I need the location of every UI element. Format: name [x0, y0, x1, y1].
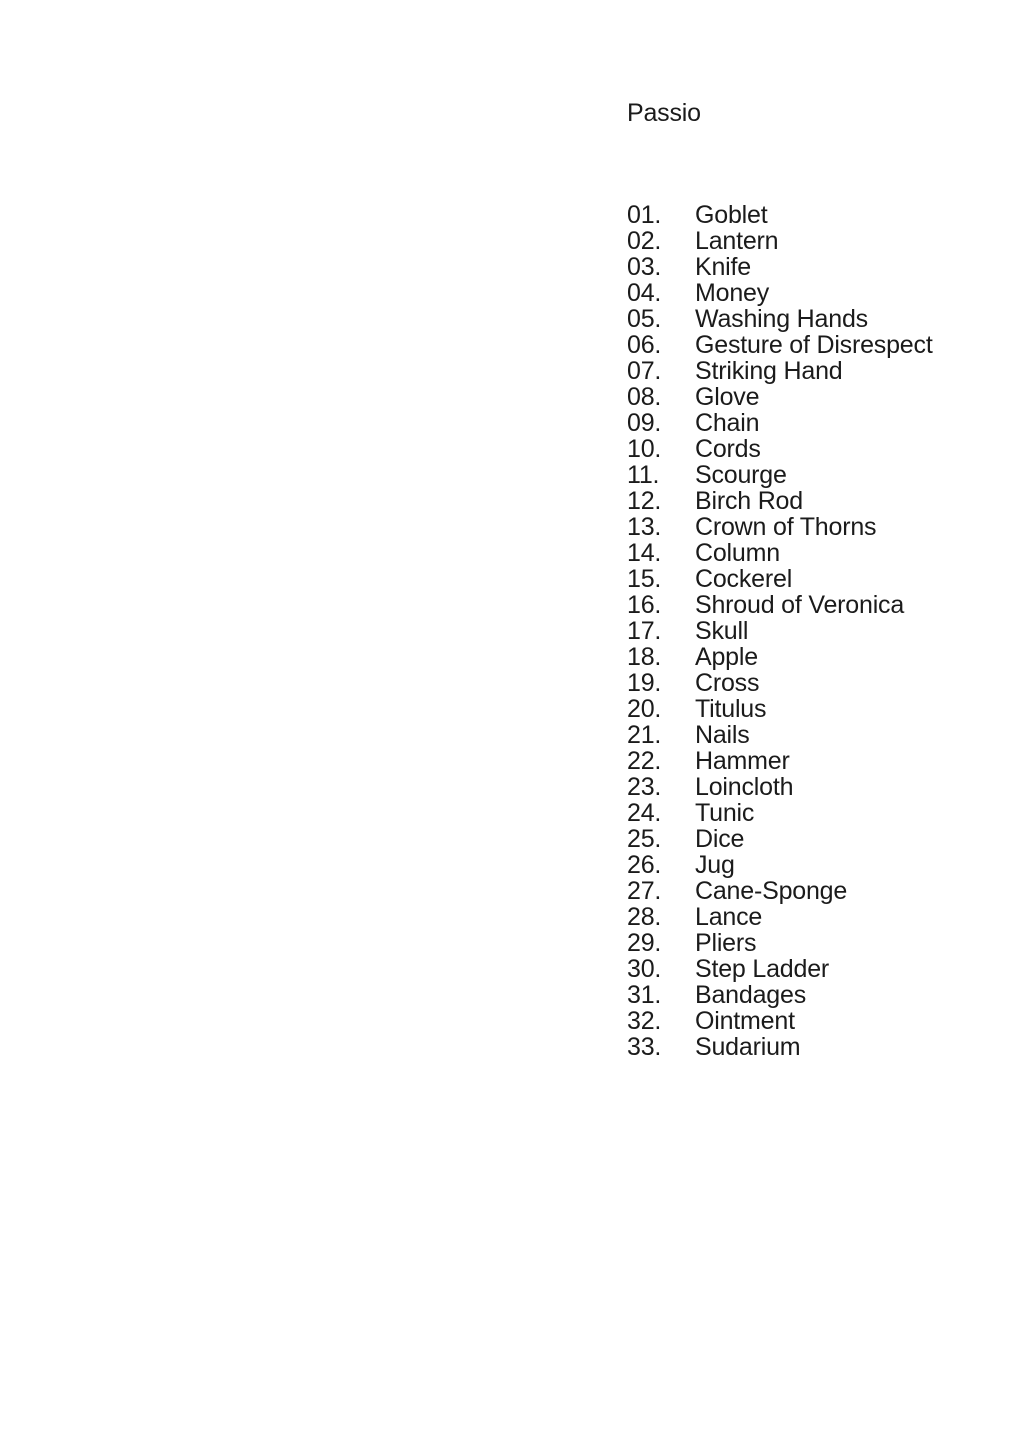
item-label: Titulus [695, 695, 767, 723]
list-item [627, 358, 933, 384]
list-item [627, 514, 933, 540]
item-number: 14. [627, 539, 662, 567]
item-label: Knife [695, 253, 751, 281]
item-number: 09. [627, 409, 662, 437]
list-item [627, 878, 933, 904]
list-item [627, 254, 933, 280]
item-label: Lantern [695, 227, 779, 255]
item-number: 31. [627, 981, 662, 1009]
item-label: Hammer [695, 747, 790, 775]
item-label: Washing Hands [695, 305, 868, 333]
item-number: 26. [627, 851, 662, 879]
item-number: 18. [627, 643, 662, 671]
list-item [627, 436, 933, 462]
item-label: Cane-Sponge [695, 877, 848, 905]
list-item [627, 774, 933, 800]
item-number: 07. [627, 357, 662, 385]
item-number: 04. [627, 279, 662, 307]
item-number: 12. [627, 487, 662, 515]
page-title: Passio [627, 99, 701, 127]
item-number: 30. [627, 955, 662, 983]
item-label: Crown of Thorns [695, 513, 877, 541]
item-number: 32. [627, 1007, 662, 1035]
item-number: 24. [627, 799, 662, 827]
list-item [627, 800, 933, 826]
list-item [627, 644, 933, 670]
item-label: Birch Rod [695, 487, 803, 515]
passio-list [627, 202, 933, 1060]
list-item [627, 306, 933, 332]
item-number: 17. [627, 617, 662, 645]
item-number: 23. [627, 773, 662, 801]
item-label: Cockerel [695, 565, 793, 593]
list-item [627, 280, 933, 306]
item-label: Money [695, 279, 770, 307]
list-item [627, 904, 933, 930]
list-item [627, 1008, 933, 1034]
item-number: 13. [627, 513, 662, 541]
item-number: 29. [627, 929, 662, 957]
item-label: Nails [695, 721, 750, 749]
list-item [627, 696, 933, 722]
list-item [627, 722, 933, 748]
list-item [627, 826, 933, 852]
item-number: 05. [627, 305, 662, 333]
item-label: Loincloth [695, 773, 794, 801]
list-item [627, 1034, 933, 1060]
list-item [627, 748, 933, 774]
list-item [627, 930, 933, 956]
item-number: 27. [627, 877, 662, 905]
item-number: 08. [627, 383, 662, 411]
list-item [627, 592, 933, 618]
item-number: 11. [627, 461, 660, 489]
item-label: Tunic [695, 799, 755, 827]
item-number: 19. [627, 669, 662, 697]
item-number: 03. [627, 253, 662, 281]
list-item [627, 982, 933, 1008]
list-item [627, 852, 933, 878]
item-label: Jug [695, 851, 735, 879]
item-number: 21. [627, 721, 662, 749]
item-number: 22. [627, 747, 662, 775]
item-number: 10. [627, 435, 662, 463]
item-label: Apple [695, 643, 758, 671]
item-label: Striking Hand [695, 357, 843, 385]
item-number: 02. [627, 227, 662, 255]
item-number: 28. [627, 903, 662, 931]
item-label: Chain [695, 409, 760, 437]
item-label: Step Ladder [695, 955, 830, 983]
item-label: Gesture of Disrespect [695, 331, 933, 359]
list-item [627, 384, 933, 410]
item-label: Sudarium [695, 1033, 801, 1061]
item-label: Ointment [695, 1007, 795, 1035]
item-number: 20. [627, 695, 662, 723]
list-item [627, 670, 933, 696]
list-item [627, 956, 933, 982]
item-number: 15. [627, 565, 662, 593]
item-label: Lance [695, 903, 763, 931]
list-item [627, 566, 933, 592]
item-number: 01. [627, 201, 662, 229]
list-item [627, 228, 933, 254]
item-label: Shroud of Veronica [695, 591, 905, 619]
item-label: Column [695, 539, 780, 567]
item-number: 25. [627, 825, 662, 853]
item-number: 33. [627, 1033, 662, 1061]
item-label: Goblet [695, 201, 768, 229]
item-label: Glove [695, 383, 760, 411]
list-item [627, 540, 933, 566]
item-label: Dice [695, 825, 745, 853]
item-number: 06. [627, 331, 662, 359]
item-label: Pliers [695, 929, 757, 957]
list-item [627, 462, 933, 488]
item-label: Cross [695, 669, 760, 697]
list-item [627, 618, 933, 644]
item-label: Bandages [695, 981, 806, 1009]
list-item [627, 410, 933, 436]
list-item [627, 488, 933, 514]
list-item [627, 332, 933, 358]
item-number: 16. [627, 591, 662, 619]
item-label: Cords [695, 435, 761, 463]
item-label: Scourge [695, 461, 787, 489]
item-label: Skull [695, 617, 749, 645]
list-item [627, 202, 933, 228]
